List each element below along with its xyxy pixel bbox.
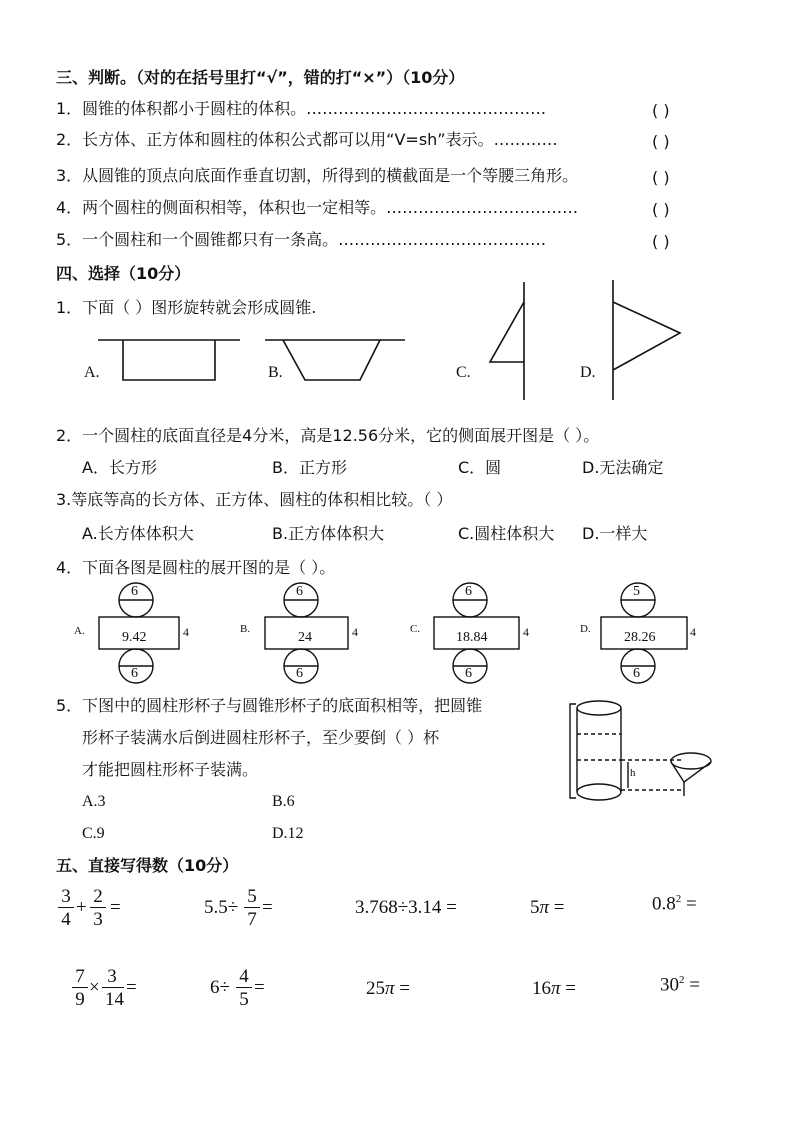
q4-net-b-circle-bottom: 6 <box>296 666 303 681</box>
judge-item-1: 1．圆锥的体积都小于圆柱的体积。……………………………………… <box>56 99 547 118</box>
q3-option-c[interactable]: C.圆柱体积大 <box>458 524 555 543</box>
judge-answer-4[interactable]: ( ) <box>652 200 670 219</box>
q5-option-a[interactable]: A.3 <box>82 793 106 810</box>
q5-option-b[interactable]: B.6 <box>272 793 295 810</box>
q2-option-c[interactable]: C．圆 <box>458 458 502 477</box>
calc-r2-e1-num2: 3 <box>107 966 117 987</box>
calc-r2-e2-a: 6÷ <box>210 977 230 998</box>
calc-r2-e1-den1: 9 <box>75 989 85 1010</box>
q1-label-b[interactable]: B. <box>268 364 283 381</box>
q4-net-d-circle-top: 5 <box>633 584 640 599</box>
q2-option-d[interactable]: D.无法确定 <box>582 458 664 477</box>
judge-item-4: 4．两个圆柱的侧面积相等，体积也一定相等。……………………………… <box>56 198 579 217</box>
q4-net-b-label[interactable]: B. <box>240 623 251 635</box>
calc-r2-e1-num1: 7 <box>75 966 85 987</box>
q2-option-a[interactable]: A．长方形 <box>82 458 157 477</box>
calc-r1-e5-a: 0.8 <box>652 893 676 915</box>
calc-r1-e1-den2: 3 <box>93 909 103 930</box>
q5-option-c[interactable]: C.9 <box>82 825 105 842</box>
q4-net-b-side: 4 <box>352 625 358 639</box>
q3-text: 3.等底等高的长方体、正方体、圆柱的体积相比较。（ ） <box>56 490 453 509</box>
q4-net-d-label[interactable]: D. <box>580 623 591 635</box>
calc-r1-e5-eq: = <box>681 893 697 915</box>
q4-net-a-circle-top: 6 <box>131 584 138 599</box>
q5-height-label: h <box>630 767 636 779</box>
pi-symbol: π <box>385 978 395 999</box>
calc-r2-e4[interactable] <box>532 978 576 1000</box>
calc-r2-e2 <box>210 966 280 1016</box>
calc-r1-e5-exponent: 2 <box>675 893 682 905</box>
q1-figure-c <box>490 282 524 400</box>
q4-net-c-label[interactable]: C. <box>410 623 421 635</box>
q5-line-3: 才能把圆柱形杯子装满。 <box>82 760 259 779</box>
q4-net-c-side: 4 <box>523 625 529 639</box>
q1-text: 1．下面（ ）图形旋转就会形成圆锥. <box>56 298 317 317</box>
calc-r1-e2 <box>204 886 284 936</box>
section5-heading: 五、直接写得数（10分） <box>56 856 239 875</box>
calc-r2-e5-exponent: 2 <box>679 974 685 986</box>
calc-r2-e2-eq[interactable]: = <box>254 977 265 998</box>
q5-option-d[interactable]: D.12 <box>272 825 304 842</box>
calc-r1-e1-op: + <box>76 897 87 918</box>
section3-heading: 三、判断。（对的在括号里打“√”，错的打“×”）（10分） <box>56 68 465 87</box>
q4-net-d-side: 4 <box>690 625 696 639</box>
pi-symbol: π <box>551 978 561 999</box>
q4-text: 4．下面各图是圆柱的展开图的是（ ）。 <box>56 558 336 577</box>
calc-r2-e4-eq: = <box>560 978 576 999</box>
judge-item-2: 2．长方体、正方体和圆柱的体积公式都可以用“V=sh”表示。………… <box>56 130 558 149</box>
calc-r1-e2-eq[interactable]: = <box>262 897 273 918</box>
q3-option-d[interactable]: D.一样大 <box>582 524 648 543</box>
q4-net-a-side: 4 <box>183 625 189 639</box>
q4-net-b-circle-top: 6 <box>296 584 303 599</box>
calc-r2-e3-a: 25 <box>366 978 385 999</box>
calc-r1-e2-a: 5.5÷ <box>204 897 239 918</box>
judge-answer-5[interactable]: ( ) <box>652 232 670 251</box>
q1-figure-d <box>613 280 680 400</box>
q4-net-c-rect-value: 18.84 <box>456 630 488 645</box>
pi-symbol: π <box>539 897 550 918</box>
calc-r2-e2-num: 4 <box>239 966 249 987</box>
q4-net-a-label[interactable]: A. <box>74 625 85 637</box>
calc-r1-e1-eq[interactable]: = <box>110 897 121 918</box>
calc-r1-e2-num: 5 <box>247 886 257 907</box>
calc-r2-e1-eq[interactable]: = <box>126 977 137 998</box>
calc-r2-e3-eq: = <box>394 978 410 999</box>
q1-figure-b <box>265 340 405 380</box>
calc-r2-e5-a: 30 <box>660 974 679 996</box>
q4-net-d-rect-value: 28.26 <box>624 630 656 645</box>
q4-net-a-rect-value: 9.42 <box>122 630 147 645</box>
q3-option-b[interactable]: B.正方体体积大 <box>272 524 385 543</box>
q1-label-c[interactable]: C. <box>456 364 471 381</box>
calc-r1-e1-num2: 2 <box>93 886 103 907</box>
q2-option-b[interactable]: B．正方形 <box>272 458 347 477</box>
calc-r1-e2-den: 7 <box>247 909 257 930</box>
q2-text: 2．一个圆柱的底面直径是4分米，高是12.56分米，它的侧面展开图是（ ）。 <box>56 426 600 445</box>
q1-figure-a <box>98 340 240 380</box>
q5-line-2: 形杯子装满水后倒进圆柱形杯子，至少要倒（ ）杯 <box>82 728 440 747</box>
section4-heading: 四、选择（10分） <box>56 264 191 283</box>
calc-r2-e3[interactable] <box>366 978 410 1000</box>
calc-r1-e4[interactable] <box>530 897 565 919</box>
calc-r2-e1-den2: 14 <box>105 989 124 1010</box>
q4-net-c-circle-bottom: 6 <box>465 666 472 681</box>
calc-r2-e1-op: × <box>89 977 100 998</box>
q1-label-a[interactable]: A. <box>84 364 100 381</box>
q4-net-a-circle-bottom: 6 <box>131 666 138 681</box>
calc-r1-e1-den1: 4 <box>61 909 71 930</box>
calc-r2-e1 <box>72 966 152 1016</box>
calc-r1-e4-eq: = <box>549 897 565 918</box>
judge-answer-2[interactable]: ( ) <box>652 132 670 151</box>
judge-item-3: 3．从圆锥的顶点向底面作垂直切割，所得到的横截面是一个等腰三角形。 <box>56 166 579 185</box>
q1-label-d[interactable]: D. <box>580 364 596 381</box>
q4-net-d-circle-bottom: 6 <box>633 666 640 681</box>
judge-item-5: 5．一个圆柱和一个圆锥都只有一条高。………………………………… <box>56 230 547 249</box>
calc-r2-e2-den: 5 <box>239 989 249 1010</box>
q4-net-c-circle-top: 6 <box>465 584 472 599</box>
calc-r1-e1-num1: 3 <box>61 886 71 907</box>
calc-r1-e4-a: 5 <box>530 897 540 918</box>
calc-r1-e1 <box>58 886 138 936</box>
calc-r1-e5[interactable] <box>652 893 697 915</box>
q3-option-a[interactable]: A.长方体体积大 <box>82 524 194 543</box>
judge-answer-3[interactable]: ( ) <box>652 168 670 187</box>
judge-answer-1[interactable]: ( ) <box>652 101 670 120</box>
q5-line-1: 5．下图中的圆柱形杯子与圆锥形杯子的底面积相等，把圆锥 <box>56 696 483 715</box>
calc-r2-e5-eq: = <box>684 974 700 996</box>
q4-net-b-rect-value: 24 <box>298 630 312 645</box>
calc-r2-e4-a: 16 <box>532 978 551 999</box>
calc-r1-e3[interactable]: 3.768÷3.14 = <box>355 897 457 918</box>
calc-r2-e5[interactable] <box>660 974 700 996</box>
